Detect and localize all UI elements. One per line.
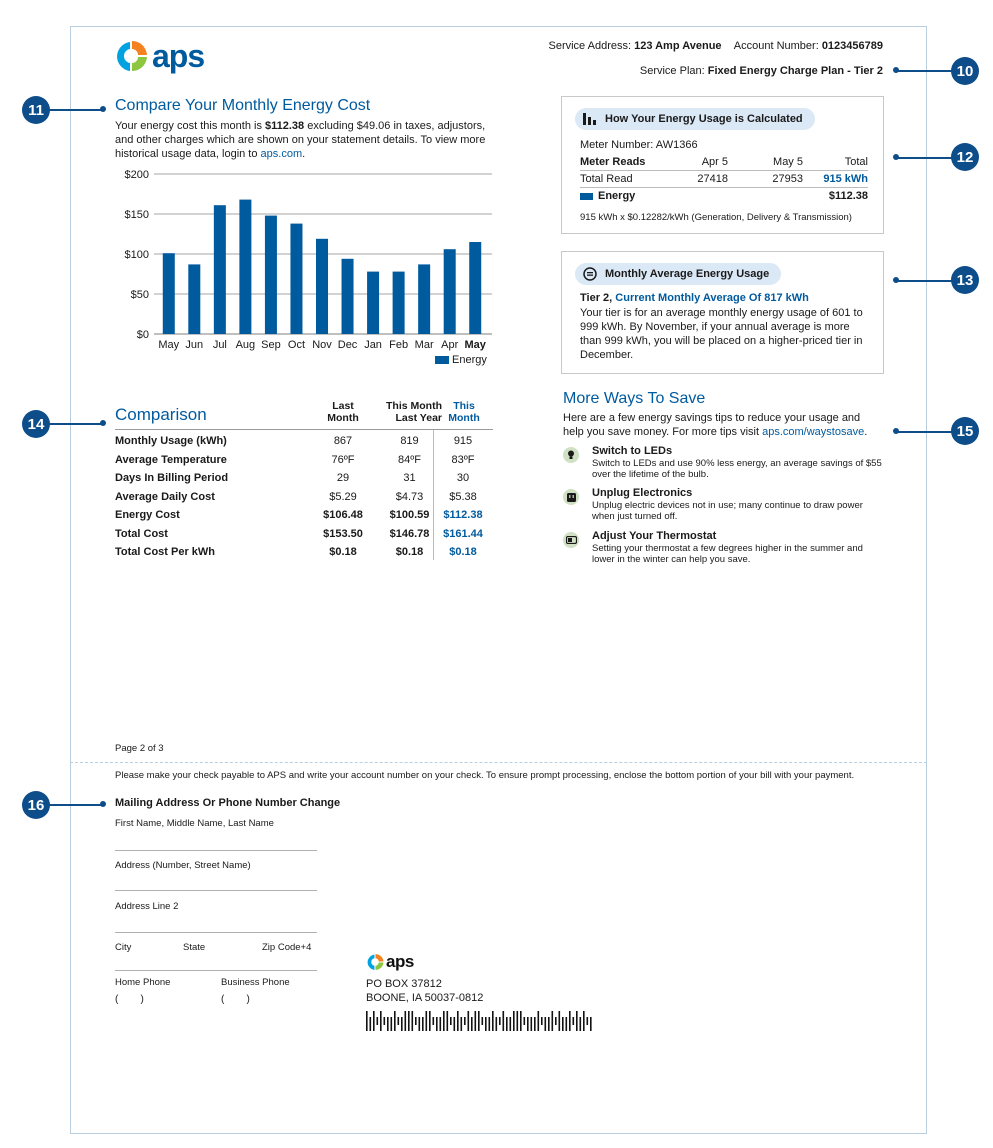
tip-body: Switch to LEDs and use 90% less energy, an average savings of $55 over the lifetime of the bulb.	[592, 458, 882, 480]
barcode-bar	[454, 1017, 456, 1031]
energy-bar	[342, 259, 354, 334]
comparison-cell: $0.18	[395, 546, 424, 559]
callout-line	[48, 804, 102, 806]
energy-bar	[163, 253, 175, 334]
barcode-bar	[485, 1017, 487, 1031]
barcode-bar	[538, 1011, 540, 1031]
address-label: Address (Number, Street Name)	[115, 860, 251, 871]
state-label: State	[183, 942, 206, 953]
comparison-table	[115, 432, 493, 562]
callout-dot	[100, 420, 106, 426]
col-this-month-last-year-a: This Month	[386, 400, 442, 412]
name-field[interactable]	[115, 850, 317, 851]
tier-line	[580, 292, 809, 304]
comparison-cell: $5.29	[329, 490, 357, 503]
payment-note: Please make your check payable to APS and write your account number on your check. To ensure prompt processing, enclose the bottom portion of your bill with your payment.	[115, 770, 855, 781]
callout-line	[896, 70, 953, 72]
tier-label: Tier 2,	[580, 292, 613, 304]
comparison-cell: 29	[336, 472, 350, 485]
barcode-bar	[464, 1017, 466, 1025]
col-last-month-a: Last	[332, 400, 354, 412]
barcode-bar	[566, 1017, 568, 1031]
service-plan: Fixed Energy Charge Plan - Tier 2	[707, 65, 883, 77]
barcode-bar	[548, 1017, 550, 1031]
callout-line	[896, 431, 953, 433]
business-phone-label: Business Phone	[221, 977, 290, 988]
x-tick-label: May	[158, 339, 180, 351]
comparison-cell: 915	[453, 435, 473, 448]
callout-16: 16	[22, 791, 50, 819]
barcode-bar	[370, 1017, 372, 1031]
barcode-bar	[398, 1017, 400, 1025]
average-card	[561, 251, 884, 374]
barcode-bar	[545, 1017, 547, 1031]
x-tick-label: Jan	[364, 339, 382, 351]
barcode-bar	[569, 1011, 571, 1031]
barcode-bar	[517, 1011, 519, 1031]
meter-icon	[583, 267, 597, 281]
comparison-cell: 867	[333, 435, 353, 448]
y-tick-label: $200	[124, 169, 149, 181]
meter-number: Meter Number: AW1366	[580, 139, 698, 151]
address2-label: Address Line 2	[115, 901, 179, 912]
callout-13: 13	[951, 266, 979, 294]
callout-15: 15	[951, 417, 979, 445]
col-may: May 5	[773, 156, 803, 168]
home-phone-field[interactable]: ( )	[115, 994, 144, 1005]
comparison-cell: 819	[400, 435, 419, 448]
barcode-bar	[555, 1017, 557, 1025]
comparison-cell: $0.18	[449, 546, 477, 559]
lightbulb-icon	[563, 447, 579, 463]
barcode-bar	[496, 1017, 498, 1031]
col-this-month	[434, 400, 494, 424]
comparison-row	[115, 506, 493, 525]
tip-body: Unplug electric devices not in use; many continue to draw power when just turned off.	[592, 500, 863, 522]
tip-thermostat	[563, 530, 883, 565]
barcode-bar	[440, 1017, 442, 1031]
barcode-bar	[499, 1017, 501, 1025]
energy-bar	[316, 239, 328, 334]
aps-logo-mark-icon	[366, 953, 385, 971]
barcode-bar	[580, 1017, 582, 1031]
service-address: 123 Amp Avenue	[634, 40, 722, 52]
callout-14: 14	[22, 410, 50, 438]
comparison-cell: $106.48	[323, 509, 363, 522]
comparison-cell: $0.18	[329, 546, 357, 559]
compare-amount: $112.38	[265, 120, 305, 132]
barcode-bar	[457, 1011, 459, 1031]
comparison-cell: $146.78	[389, 527, 430, 540]
compare-text	[115, 119, 495, 161]
energy-bar	[290, 224, 302, 334]
tier-body: Your tier is for an average monthly energy usage of 601 to 999 kWh. By November, if your annual average is more than 999 kWh, you will be placed on a higher-priced tier in December.	[580, 307, 863, 361]
barcode-bar	[415, 1017, 417, 1025]
barcode-bar	[412, 1011, 414, 1031]
barcode-bar	[433, 1017, 435, 1025]
account-number: 0123456789	[821, 40, 883, 52]
barcode-bar	[405, 1011, 407, 1031]
city-label: City	[115, 942, 132, 953]
mailing-title: Mailing Address Or Phone Number Change	[115, 797, 341, 809]
compare-text-c: .	[302, 148, 306, 160]
barcode-bar	[573, 1017, 575, 1025]
barcode-bar	[447, 1011, 449, 1031]
barcode-bar	[503, 1011, 505, 1031]
ways-to-save-link[interactable]: aps.com/waystosave	[762, 426, 865, 438]
address2-field[interactable]	[115, 932, 317, 933]
usage-card-title: How Your Energy Usage is Calculated	[605, 113, 803, 125]
barcode-bar	[576, 1011, 578, 1031]
comparison-row-label: Energy Cost	[115, 509, 180, 522]
barcode-bar	[394, 1011, 396, 1031]
zip-label: Zip Code+4	[262, 942, 312, 953]
comparison-row-label: Total Cost Per kWh	[115, 546, 216, 559]
apr-value: 27418	[697, 173, 728, 185]
usage-card-title-pill	[575, 108, 815, 130]
remit-po-box: PO BOX 37812	[366, 978, 442, 990]
comparison-row-label: Total Cost	[115, 527, 168, 540]
comparison-row-label: Average Temperature	[115, 453, 227, 466]
remit-logo	[366, 952, 414, 972]
barcode-bar	[506, 1017, 508, 1031]
barcode-bar	[387, 1017, 389, 1031]
col-last-month	[300, 400, 386, 424]
business-phone-field[interactable]: ( )	[221, 994, 250, 1005]
usage-card	[561, 96, 884, 234]
energy-bar	[444, 249, 456, 334]
energy-row	[580, 188, 803, 205]
comparison-cell: 83ºF	[451, 453, 475, 466]
aps-logo-mark-icon	[114, 39, 150, 73]
callout-11: 11	[22, 96, 50, 124]
comparison-title: Comparison	[115, 405, 207, 424]
x-tick-label: May	[464, 339, 486, 351]
tear-line	[70, 762, 927, 763]
page-number: Page 2 of 3	[115, 743, 164, 754]
tip-title: Switch to LEDs	[592, 445, 673, 457]
col-this-month-last-year-b: Last Year	[395, 412, 442, 424]
callout-12: 12	[951, 143, 979, 171]
x-tick-label: Oct	[287, 339, 306, 351]
total-kwh: 915 kWh	[823, 173, 868, 185]
tip-body: Setting your thermostat a few degrees higher in the summer and lower in the winter can help you save.	[592, 543, 863, 565]
barcode-bar	[450, 1017, 452, 1025]
barcode-bar	[426, 1011, 428, 1031]
comparison-row	[115, 432, 493, 451]
y-tick-label: $50	[130, 289, 149, 301]
comparison-cell: $112.38	[443, 509, 483, 522]
service-address-line	[549, 40, 884, 52]
energy-label: Energy	[598, 190, 636, 202]
account-number-label: Account Number:	[733, 40, 819, 52]
city-state-zip-field[interactable]	[115, 970, 317, 971]
barcode-bar	[513, 1011, 515, 1031]
average-card-title-pill	[575, 263, 781, 285]
thermostat-icon	[563, 532, 579, 548]
energy-bar	[418, 264, 430, 334]
save-intro-text: Here are a few energy savings tips to reduce your usage and help you save money. For more tips visit	[563, 412, 861, 438]
energy-bar	[239, 200, 251, 334]
barcode-bar	[436, 1017, 438, 1031]
home-phone-label: Home Phone	[115, 977, 171, 988]
aps-logo-text: aps	[152, 37, 205, 74]
energy-bar	[367, 272, 379, 334]
barcode-bar	[380, 1011, 382, 1031]
legend-swatch	[435, 356, 449, 364]
callout-line	[896, 157, 953, 159]
barcode-bar	[590, 1017, 592, 1031]
energy-swatch	[580, 193, 593, 200]
bar-chart-icon	[583, 112, 597, 126]
x-tick-label: Mar	[414, 339, 434, 351]
postal-barcode	[366, 1011, 606, 1031]
tier-average: Current Monthly Average Of 817 kWh	[615, 292, 809, 304]
barcode-bar	[559, 1011, 561, 1031]
barcode-bar	[377, 1017, 379, 1025]
barcode-bar	[489, 1017, 491, 1031]
tip-led	[563, 445, 883, 480]
energy-bar	[188, 264, 200, 334]
barcode-bar	[478, 1011, 480, 1031]
barcode-bar	[562, 1017, 564, 1031]
callout-line	[48, 423, 102, 425]
save-intro-end: .	[864, 426, 868, 438]
x-tick-label: Nov	[312, 339, 332, 351]
x-tick-label: Feb	[389, 339, 409, 351]
x-tick-label: Dec	[337, 339, 358, 351]
average-card-title: Monthly Average Energy Usage	[605, 268, 770, 280]
y-tick-label: $150	[124, 209, 149, 221]
x-tick-label: Jun	[185, 339, 204, 351]
save-intro	[563, 411, 878, 439]
energy-cost-chart	[110, 168, 510, 368]
x-tick-label: Jul	[212, 339, 227, 351]
x-tick-label: Apr	[441, 339, 459, 351]
barcode-bar	[373, 1011, 375, 1031]
comparison-cell: 30	[456, 472, 470, 485]
x-tick-label: Sep	[261, 339, 281, 351]
barcode-bar	[492, 1011, 494, 1031]
comparison-cell: $153.50	[323, 527, 363, 540]
row-total-read: Total Read	[580, 173, 633, 185]
barcode-bar	[461, 1017, 463, 1031]
barcode-bar	[443, 1011, 445, 1031]
col-this-month-a: This	[453, 400, 475, 412]
usage-formula: 915 kWh x $0.12282/kWh (Generation, Delivery & Transmission)	[580, 212, 852, 223]
comparison-row-label: Days In Billing Period	[115, 472, 229, 485]
tip-unplug	[563, 487, 883, 522]
barcode-bar	[471, 1017, 473, 1031]
energy-bar	[393, 272, 405, 334]
barcode-bar	[527, 1017, 529, 1031]
comparison-cell: 76ºF	[331, 453, 355, 466]
callout-10: 10	[951, 57, 979, 85]
energy-bar	[214, 205, 226, 334]
comparison-cell: $161.44	[443, 527, 483, 540]
barcode-bar	[384, 1017, 386, 1025]
barcode-bar	[429, 1011, 431, 1031]
barcode-bar	[510, 1017, 512, 1031]
legend-label: Energy	[452, 354, 487, 366]
barcode-bar	[475, 1011, 477, 1031]
address-field[interactable]	[115, 890, 317, 891]
aps-link[interactable]: aps.com	[260, 148, 303, 160]
y-tick-label: $100	[124, 249, 149, 261]
compare-text-a: Your energy cost this month is	[115, 120, 266, 132]
comparison-row-label: Average Daily Cost	[115, 490, 215, 503]
barcode-bar	[531, 1017, 533, 1031]
name-label: First Name, Middle Name, Last Name	[115, 818, 274, 829]
callout-line	[896, 280, 953, 282]
aps-logo	[114, 38, 204, 74]
barcode-bar	[419, 1017, 421, 1031]
col-total: Total	[844, 156, 868, 168]
comparison-cell: 31	[403, 472, 416, 485]
comparison-row-label: Monthly Usage (kWh)	[115, 435, 227, 448]
comparison-header-rule	[115, 429, 493, 430]
remit-city: BOONE, IA 50037-0812	[366, 992, 484, 1004]
x-tick-label: Aug	[235, 339, 256, 351]
save-title: More Ways To Save	[563, 390, 706, 407]
barcode-bar	[468, 1011, 470, 1031]
barcode-bar	[422, 1017, 424, 1031]
service-plan-label: Service Plan:	[639, 65, 705, 77]
energy-bar	[469, 242, 481, 334]
barcode-bar	[520, 1011, 522, 1031]
barcode-bar	[534, 1017, 536, 1031]
tip-title: Adjust Your Thermostat	[592, 530, 717, 542]
barcode-bar	[552, 1011, 554, 1031]
callout-line	[48, 109, 102, 111]
y-tick-label: $0	[136, 329, 149, 341]
col-meter-reads: Meter Reads	[580, 156, 646, 168]
comparison-cell: 84ºF	[398, 453, 421, 466]
barcode-bar	[583, 1011, 585, 1031]
barcode-bar	[366, 1011, 368, 1031]
comparison-row	[115, 525, 493, 544]
energy-bar	[265, 216, 277, 334]
col-this-month-b: Month	[448, 412, 480, 424]
remit-logo-text: aps	[386, 952, 414, 971]
compare-title: Compare Your Monthly Energy Cost	[115, 97, 371, 114]
may-value: 27953	[772, 173, 803, 185]
service-plan-line	[640, 65, 883, 77]
barcode-bar	[401, 1017, 403, 1031]
col-apr: Apr 5	[701, 156, 728, 168]
comparison-row	[115, 469, 493, 488]
compare-text-b: excluding $49.06 in taxes, adjustors, and other charges which are shown on your statement details. To view more historical usage data, login to	[115, 120, 486, 160]
col-last-month-b: Month	[327, 412, 359, 424]
meter-reads-table	[580, 154, 868, 204]
tip-title: Unplug Electronics	[592, 487, 693, 499]
comparison-row	[115, 451, 493, 470]
comparison-row	[115, 488, 493, 507]
barcode-bar	[524, 1017, 526, 1025]
outlet-icon	[563, 489, 579, 505]
comparison-cell: $5.38	[449, 490, 477, 503]
barcode-bar	[408, 1011, 410, 1031]
chart-legend	[435, 354, 487, 366]
barcode-bar	[587, 1017, 589, 1025]
comparison-row	[115, 543, 493, 562]
comparison-cell: $100.59	[389, 509, 430, 522]
barcode-bar	[482, 1017, 484, 1025]
service-address-label: Service Address:	[548, 40, 632, 52]
barcode-bar	[391, 1017, 393, 1031]
comparison-cell: $4.73	[395, 490, 424, 503]
energy-amount: $112.38	[828, 190, 868, 202]
callout-dot	[100, 801, 106, 807]
barcode-bar	[541, 1017, 543, 1025]
callout-dot	[100, 106, 106, 112]
